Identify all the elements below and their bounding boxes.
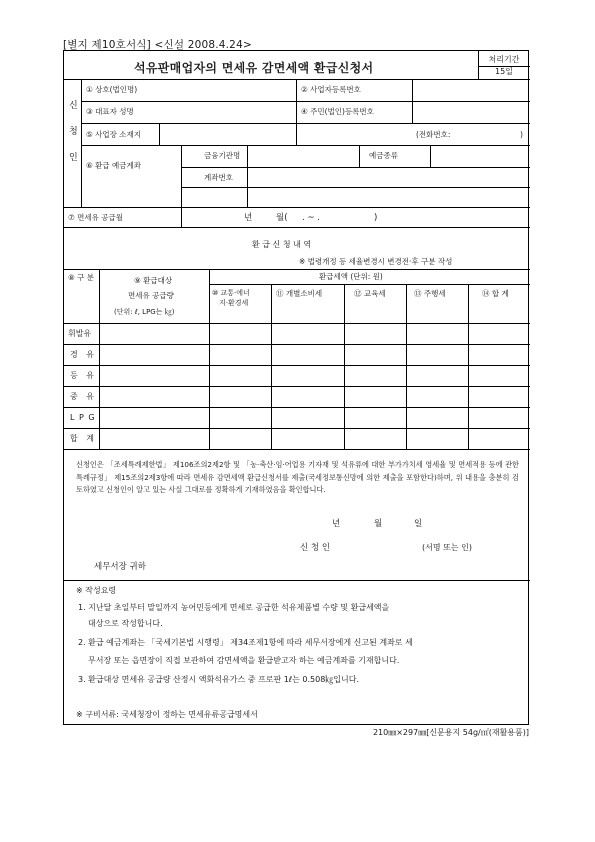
deposit-type-label: 예금종류 (369, 151, 398, 160)
date-day: 일 (414, 519, 423, 529)
sign-or-seal: (서명 또는 인) (422, 543, 472, 552)
company-name-label: ① 상호(법인명) (86, 85, 138, 94)
applicant-side-label-2: 청 (69, 127, 78, 137)
supply-close: ) (374, 213, 378, 223)
col-category: ⑧ 구 분 (68, 273, 94, 282)
col-driving: ⑬ 주행세 (414, 289, 446, 298)
col-education: ⑫ 교육세 (354, 289, 386, 298)
form-frame (63, 50, 529, 725)
note-1a: 1. 지난달 초일부터 말일까지 농어민등에게 면세로 공급한 석유제품별 수량 및 환급세액을 (78, 603, 390, 612)
supply-year-word: 년 (244, 213, 253, 223)
applicant-sign-label: 신 청 인 (300, 543, 331, 553)
processing-period-label: 처리기간 (488, 55, 520, 64)
supply-month-label: ⑦ 면세유 공급월 (68, 213, 123, 222)
applicant-side-label-3: 인 (69, 153, 78, 163)
note-2a: 2. 환급 예금계좌는 「국세기본법 시행령」 제34조제1항에 따라 세무서장에게 신고된 계좌로 세 (78, 638, 413, 647)
col-quantity-3: (단위: ℓ, LPG는 ㎏) (114, 308, 175, 316)
applicant-side-label-1: 신 (69, 101, 78, 111)
form-reference: [별지 제10호서식] <신설 2008.4.24> (63, 39, 252, 51)
phone-label: (전화번호: (416, 130, 451, 139)
representative-label: ③ 대표자 성명 (86, 107, 134, 116)
date-month: 월 (374, 519, 383, 529)
col-special-consumption: ⑪ 개별소비세 (276, 289, 323, 298)
required-documents: ※ 구비서류: 국세청장이 정하는 면세유류공급명세서 (76, 710, 258, 719)
phone-close: ) (520, 130, 523, 139)
processing-period-value: 15일 (495, 67, 513, 76)
row-diesel: 경 유 (70, 350, 97, 359)
refund-account-label: ⑥ 환급 예금계좌 (86, 161, 141, 170)
col-quantity-1: ⑨ 환급대상 (134, 276, 173, 285)
note-1b: 대상으로 작성합니다. (88, 619, 163, 628)
col-transport-1: ⑩ 교통·에너 (212, 289, 250, 297)
note-2b: 무서장 또는 읍면장이 직접 보관하여 감면세액을 환급받고자 하는 예금계좌를 기재합니다. (88, 656, 400, 665)
business-reg-no-label: ② 사업자등록번호 (301, 85, 361, 94)
col-transport-2: 지·환경세 (219, 299, 249, 307)
refund-section-note: ※ 법령개정 등 세율변경시 변경전·후 구분 작성 (299, 257, 453, 266)
refund-section-heading: 환 급 신 청 내 역 (252, 240, 312, 249)
supply-range: . ~ . (302, 213, 320, 223)
resident-no-label: ④ 주민(법인)등록번호 (301, 107, 374, 116)
account-no-label: 계좌번호 (204, 173, 233, 182)
form-title: 석유판매업자의 면세유 감면세액 환급신청서 (134, 61, 374, 75)
col-quantity-2: 면세유 공급량 (128, 291, 174, 300)
notes-heading: ※ 작성요령 (76, 586, 117, 595)
date-year: 년 (332, 519, 341, 529)
row-total: 합 계 (70, 434, 97, 443)
business-address-label: ⑤ 사업장 소재지 (86, 130, 141, 139)
declaration-text: 신청인은 「조세특례제한법」 제106조의2제2항 및 「농·축산·임·어업용 기자재 및 석유류에 대한 부가가치세 영세율 및 면세적용 등에 관한 특례규정」 제15조의2제3항에 따라 면세유 감면세액 환급신청서를 제출(국세정보통신망에 의한 제출을 포함한다)하며, 위 내용을 충분히 검토하였고 신청인이 알고 있는 사실 그대로를 정확하게 기재하였음을 확인합니다. (76, 460, 519, 494)
supply-month-word: 월( (276, 213, 288, 223)
row-kerosene: 등 유 (70, 371, 97, 380)
note-3: 3. 환급대상 면세유 공급량 산정시 액화석유가스 중 프로판 1ℓ는 0.508㎏입니다. (78, 675, 360, 684)
row-lpg: L P G (70, 413, 96, 422)
addressee: 세무서장 귀하 (94, 562, 146, 572)
bank-name-label: 금융기관명 (204, 151, 241, 160)
row-gasoline: 휘발유 (68, 329, 92, 338)
refund-amount-header: 환급세액 (단위: 원) (319, 272, 383, 281)
paper-spec-footer: 210㎜×297㎜[신문용지 54g/㎡(재활용품)] (372, 728, 529, 737)
col-total: ⑭ 합 계 (482, 289, 509, 298)
row-heavy-oil: 중 유 (70, 392, 97, 401)
